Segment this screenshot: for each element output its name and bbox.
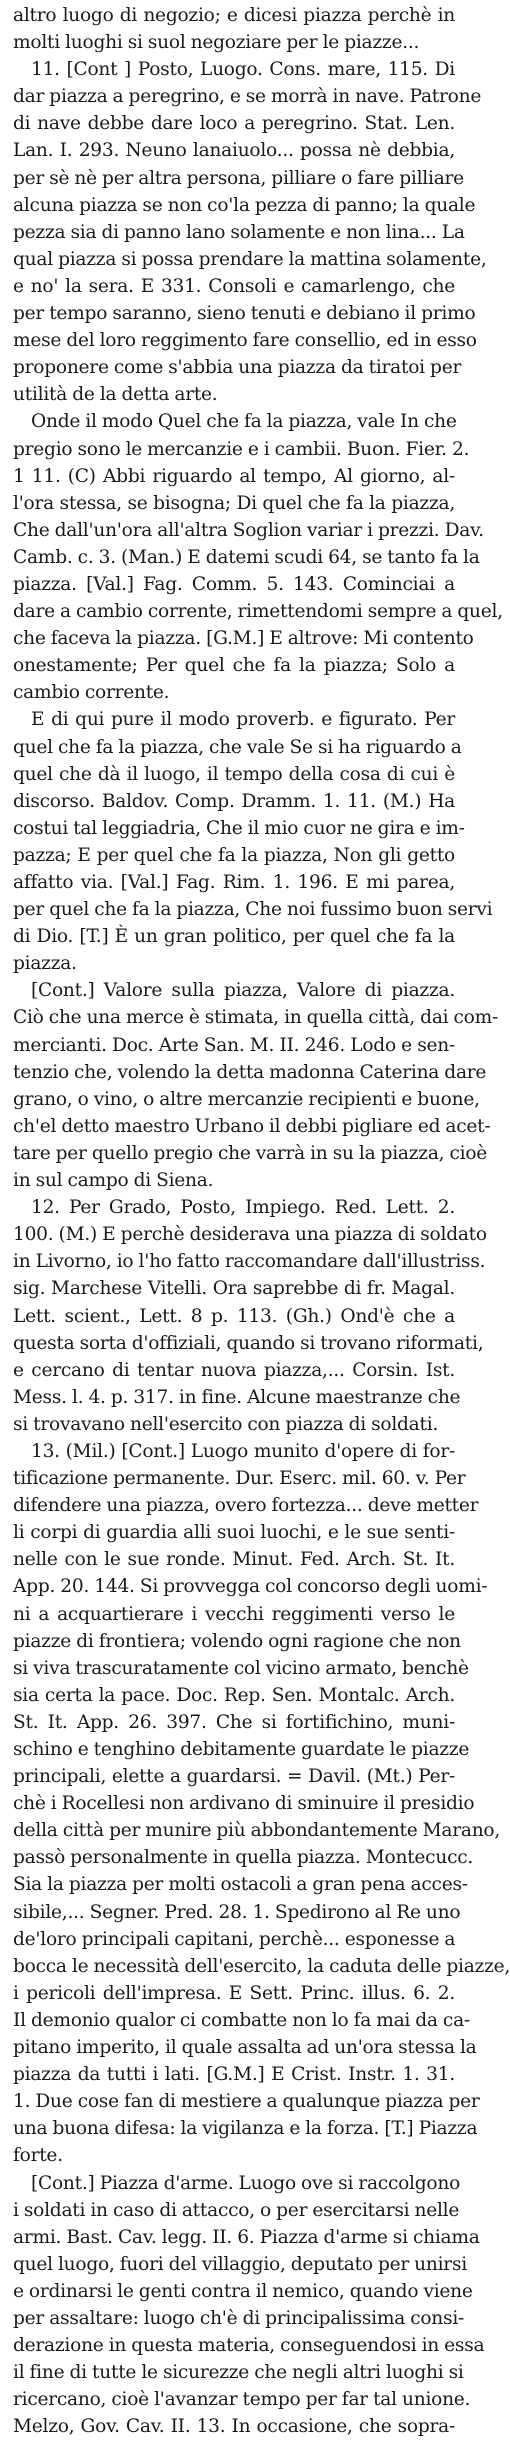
- text-line: per quel che fa la piazza, Che noi fussimo buon servi: [13, 899, 493, 921]
- text-line: si trovavano nell'esercito con piazza di soldati.: [13, 1413, 439, 1435]
- text-line: di nave debbe dare loco a peregrino. Stat. Len.: [13, 113, 455, 135]
- text-line: 100. (M.) E perchè desiderava una piazza di soldato: [13, 1224, 487, 1246]
- text-line: quel che dà il luogo, il tempo della cosa di cui è: [13, 763, 455, 785]
- text-line: ch'el detto maestro Urbano il debbi pigliare ed acet-: [13, 1115, 491, 1137]
- text-line: il fine di tutte le sicurezze che negli altri luoghi si: [13, 2362, 464, 2384]
- text-line: qual piazza si possa prendare la mattina solamente,: [13, 248, 487, 270]
- text-line: Melzo, Gov. Cav. II. 13. In occasione, che sopra-: [13, 2416, 455, 2438]
- text-line: pazza; E per quel che fa la piazza, Non gli getto: [13, 844, 455, 866]
- text-line: pregio sono le mercanzie e i cambii. Buon. Fier. 2.: [13, 438, 470, 460]
- text-line: piazze di frontiera; volendo ogni ragione che non: [13, 1630, 461, 1652]
- text-line: St. It. App. 26. 397. Che si fortifichino, muni-: [13, 1711, 455, 1733]
- text-line: grano, o vino, o altre mercanzie recipienti e buone,: [13, 1088, 480, 1110]
- text-line: [Cont.] Piazza d'arme. Luogo ove si raccolgono: [31, 2172, 461, 2194]
- text-line: difendere una piazza, overo fortezza... deve metter: [13, 1495, 479, 1517]
- dictionary-entry-text: [13, 2, 510, 2440]
- text-line: costui tal leggiadria, Che il mio cuor ne gira e im-: [13, 817, 465, 839]
- text-line: i pericoli dell'impresa. E Sett. Princ. illus. 6. 2.: [13, 1982, 455, 2004]
- text-line: i soldati in caso di attacco, o per esercitarsi nelle: [13, 2199, 460, 2221]
- text-line: Sia la piazza per molti ostacoli a gran pena acces-: [13, 1874, 468, 1896]
- text-line: Lett. scient., Lett. 8 p. 113. (Gh.) Ond'è che a: [13, 1305, 455, 1327]
- text-line: affatto via. [Val.] Fag. Rim. 1. 196. E mi parea,: [13, 872, 455, 893]
- text-line: pezza sia di panno lano solamente e non lina... La: [13, 221, 465, 243]
- text-line: E di qui pure il modo proverb. e figurato. Per: [31, 709, 455, 731]
- text-line: Mess. l. 4. p. 317. in fine. Alcune maestranze che: [13, 1386, 461, 1408]
- text-line: piazza. [Val.] Fag. Comm. 5. 143. Cominciai a: [13, 573, 455, 595]
- text-line: [Cont.] Valore sulla piazza, Valore di piazza.: [31, 980, 455, 1002]
- text-line: ni a acquartierare i vecchi reggimenti verso le: [13, 1603, 455, 1625]
- text-line: e cercano di tentar nuova piazza,... Corsin. Ist.: [13, 1359, 455, 1381]
- text-line: si viva trascuratamente col vicino armato, benchè: [13, 1657, 469, 1679]
- text-line: tificazione permanente. Dur. Eserc. mil. 60. v. Per: [13, 1468, 466, 1490]
- text-line: Ciò che una merce è stimata, in quella città, dai com-: [13, 1007, 499, 1029]
- text-line: proponere come s'abbia una piazza da tiratoi per: [13, 357, 462, 379]
- text-line: schino e tenghino debitamente guardate le piazze: [13, 1739, 470, 1760]
- text-line: per sè nè per altra persona, pilliare o fare pilliare: [13, 167, 464, 189]
- text-line: dar piazza a peregrino, e se morrà in nave. Patrone: [13, 86, 482, 108]
- text-line: in Livorno, io l'ho fatto raccomandare dall'illustriss.: [13, 1251, 486, 1273]
- text-line: mercianti. Doc. Arte San. M. II. 246. Lodo e sen-: [13, 1034, 455, 1056]
- text-line: utilità de la detta arte.: [13, 384, 218, 406]
- text-line: pitano imperito, il quale assalta ad un'ora stessa la: [13, 2037, 477, 2059]
- text-line: armi. Bast. Cav. legg. II. 6. Piazza d'arme si chiama: [13, 2226, 480, 2248]
- text-line: Onde il modo Quel che fa la piazza, vale In che: [31, 411, 457, 433]
- text-line: tare per quello pregio che varrà in su la piazza, cioè: [13, 1142, 488, 1164]
- text-line: Che dall'un'ora all'altra Soglion variar i prezzi. Dav.: [13, 519, 484, 541]
- text-line: 1. Due cose fan di mestiere a qualunque piazza per: [13, 2091, 480, 2113]
- text-line: tenzio che, volendo la detta madonna Caterina dare: [13, 1061, 487, 1083]
- text-line: per tempo saranno, sieno tenuti e debiano il primo: [13, 303, 476, 325]
- text-line: di Dio. [T.] È un gran politico, per quel che fa la: [13, 926, 455, 948]
- text-line: piazza da tutti i lati. [G.M.] E Crist. Instr. 1. 31.: [13, 2064, 455, 2086]
- text-line: altro luogo di negozio; e dicesi piazza perchè in: [13, 5, 455, 26]
- text-line: Lan. I. 293. Neuno lanaiuolo... possa nè debbia,: [13, 140, 455, 162]
- text-line: derazione in questa materia, conseguendosi in essa: [13, 2335, 485, 2357]
- text-line: della città per munire più abbondantemente Marano,: [13, 1820, 501, 1842]
- text-line: Camb. c. 3. (Man.) E datemi scudi 64, se tanto fa la: [13, 546, 480, 568]
- text-line: e no' la sera. E 331. Consoli e camarlengo, che: [13, 275, 455, 297]
- text-line: Il demonio qualor ci combatte non lo fa mai da ca-: [13, 2009, 470, 2031]
- text-line: nelle con le sue ronde. Minut. Fed. Arch. St. It.: [13, 1549, 455, 1571]
- text-line: li corpi di guardia alli suoi luochi, e le sue senti-: [13, 1522, 455, 1544]
- text-line: 11. [Cont ] Posto, Luogo. Cons. mare, 115. Di: [31, 59, 455, 81]
- text-line: questa sorta d'offiziali, quando si trovano riformati,: [13, 1332, 484, 1354]
- text-line: una buona difesa: la vigilanza e la forza. [T.] Piazza: [13, 2118, 478, 2140]
- text-line: cambio corrente.: [13, 682, 170, 704]
- text-line: ricercano, cioè l'avanzar tempo per far tal unione.: [13, 2389, 471, 2411]
- text-line: chè i Rocellesi non ardivano di sminuire il presidio: [13, 1793, 475, 1815]
- text-line: piazza.: [13, 953, 77, 975]
- text-line: dare a cambio corrente, rimettendomi sempre a quel,: [13, 601, 503, 623]
- text-line: che faceva la piazza. [G.M.] E altrove: Mi contento: [13, 628, 474, 650]
- text-line: principali, elette a guardarsi. = Davil. (Mt.) Per-: [13, 1766, 455, 1788]
- text-line: passò personalmente in quella piazza. Montecucc.: [13, 1847, 474, 1869]
- text-line: App. 20. 144. Si provvegga col concorso degli uomi-: [13, 1576, 488, 1598]
- text-line: forte.: [13, 2145, 63, 2167]
- text-line: 13. (Mil.) [Cont.] Luogo munito d'opere di for-: [31, 1440, 455, 1462]
- text-line: bocca le necessità dell'esercito, la caduta delle piazze,: [13, 1955, 510, 1977]
- text-line: sig. Marchese Vitelli. Ora saprebbe di fr. Magal.: [13, 1278, 455, 1300]
- text-line: de'loro principali capitani, perchè... esponesse a: [13, 1928, 456, 1950]
- text-line: sibile,... Segner. Pred. 28. 1. Spedirono al Re uno: [13, 1901, 461, 1923]
- text-line: molti luoghi si suol negoziare per le piazze...: [13, 32, 420, 54]
- text-line: e ordinarsi le genti contra il nemico, quando viene: [13, 2280, 473, 2302]
- text-line: in sul campo di Siena.: [13, 1170, 214, 1192]
- text-line: onestamente; Per quel che fa la piazza; Solo a: [13, 655, 455, 677]
- text-line: discorso. Baldov. Comp. Dramm. 1. 11. (M.) Ha: [13, 790, 455, 812]
- text-line: 1 11. (C) Abbi riguardo al tempo, Al giorno, al-: [13, 465, 455, 487]
- text-line: 12. Per Grado, Posto, Impiego. Red. Lett. 2.: [31, 1197, 455, 1219]
- text-line: quel che fa la piazza, che vale Se si ha riguardo a: [13, 736, 462, 758]
- text-line: alcuna piazza se non co'la pezza di panno; la quale: [13, 194, 476, 216]
- text-line: l'ora stessa, se bisogna; Di quel che fa la piazza,: [13, 492, 455, 514]
- text-line: quel luogo, fuori del villaggio, deputato per unirsi: [13, 2253, 467, 2275]
- text-line: per assaltare: luogo ch'è di principalissima consi-: [13, 2307, 465, 2329]
- text-line: sia certa la pace. Doc. Rep. Sen. Montalc. Arch.: [13, 1684, 455, 1706]
- text-line: mese del loro reggimento fare consellio, ed in esso: [13, 330, 477, 352]
